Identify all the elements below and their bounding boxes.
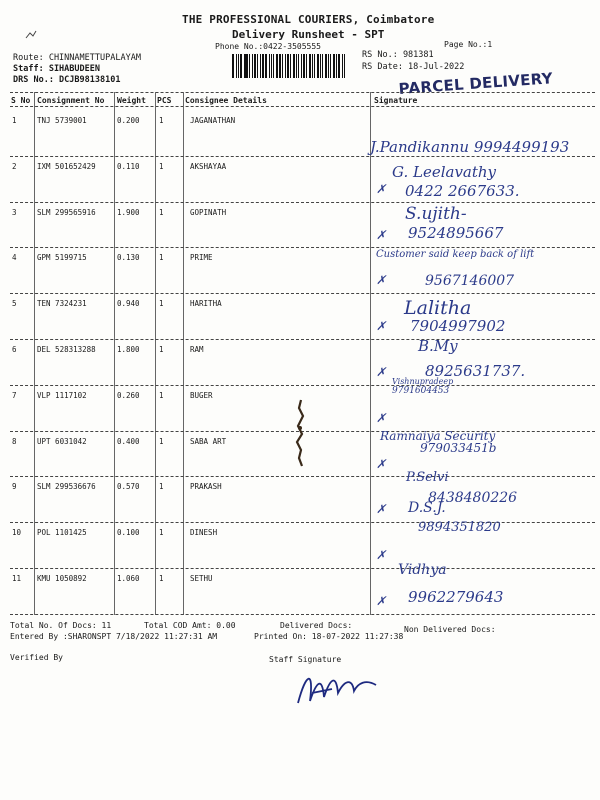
row-signature-phone: 979033451b bbox=[420, 440, 497, 455]
barcode-bar bbox=[285, 54, 286, 78]
barcode-bar bbox=[269, 54, 270, 78]
barcode-bar bbox=[252, 54, 253, 78]
barcode-bar bbox=[342, 54, 343, 78]
barcode-bar bbox=[240, 54, 242, 78]
row-weight: 0.110 bbox=[117, 161, 140, 171]
barcode-bar bbox=[296, 54, 297, 78]
row-consignee: BUGER bbox=[190, 390, 213, 400]
barcode-bar bbox=[293, 54, 295, 78]
row-consignee: PRAKASH bbox=[190, 482, 222, 492]
row-signature-name: B.My bbox=[418, 337, 458, 355]
check-mark-icon: ✗ bbox=[376, 456, 387, 471]
row-consignment-no: SLM 299565916 bbox=[37, 207, 96, 217]
row-consignee: DINESH bbox=[190, 528, 218, 538]
check-mark-icon: ✗ bbox=[376, 273, 387, 288]
barcode-bar bbox=[320, 54, 321, 78]
row-consignee: HARITHA bbox=[190, 299, 222, 309]
row-signature-name: Ramnaiya Security bbox=[380, 428, 496, 443]
check-mark-icon: ✗ bbox=[376, 319, 387, 334]
row-separator bbox=[10, 385, 595, 386]
barcode-bar bbox=[271, 54, 272, 78]
row-sno: 6 bbox=[12, 345, 17, 354]
row-consignee: GOPINATH bbox=[190, 207, 227, 217]
entered-by: Entered By :SHARONSPT 7/18/2022 11:27:31 AM bbox=[10, 632, 218, 641]
barcode-bar bbox=[249, 54, 250, 78]
column-divider bbox=[155, 92, 156, 615]
printed-on: Printed On: 18-07-2022 11:27:38 bbox=[254, 632, 404, 641]
row-consignment-no: SLM 299536676 bbox=[37, 482, 96, 492]
barcode-bar bbox=[317, 54, 319, 78]
row-separator bbox=[10, 522, 595, 523]
barcode-bar bbox=[322, 54, 323, 78]
row-signature-phone: 8438480226 bbox=[428, 490, 518, 507]
corner-mark-icon bbox=[25, 30, 37, 40]
barcode-bar bbox=[312, 54, 313, 78]
row-pcs: 1 bbox=[159, 116, 164, 125]
check-mark-icon: ✗ bbox=[376, 502, 387, 517]
row-weight: 0.130 bbox=[117, 253, 140, 263]
barcode-bar bbox=[330, 54, 331, 78]
paper-damage-mark bbox=[292, 398, 310, 468]
route: Route: CHINNAMETTUPALAYAM bbox=[13, 53, 141, 63]
barcode-bar bbox=[254, 54, 256, 78]
barcode-bar bbox=[333, 54, 336, 78]
row-signature-phone: 7904997902 bbox=[410, 317, 506, 336]
row-pcs: 1 bbox=[159, 482, 164, 492]
check-mark-icon: ✗ bbox=[376, 410, 387, 425]
row-signature-phone: 9791604453 bbox=[392, 385, 450, 396]
row-consignment-no: GPM 5199715 bbox=[37, 253, 87, 263]
row-consignee: AKSHAYAA bbox=[190, 161, 227, 171]
staff-signature-label: Staff Signature bbox=[269, 655, 342, 664]
row-consignment-no: DEL 528313288 bbox=[37, 345, 96, 354]
row-consignment-no: TNJ 5739001 bbox=[37, 116, 87, 125]
column-divider bbox=[114, 92, 115, 615]
check-mark-icon: ✗ bbox=[376, 548, 387, 563]
barcode-bar bbox=[314, 54, 315, 78]
row-separator bbox=[10, 614, 595, 615]
row-separator bbox=[10, 202, 595, 203]
row-weight: 1.800 bbox=[117, 345, 140, 354]
col-header-pcs: PCS bbox=[157, 96, 172, 105]
total-docs: Total No. Of Docs: 11 bbox=[10, 621, 112, 630]
row-sno: 10 bbox=[12, 528, 22, 538]
row-weight: 0.400 bbox=[117, 436, 140, 446]
row-consignment-no: UPT 6031042 bbox=[37, 436, 87, 446]
row-signature-phone: 9524895667 bbox=[408, 223, 504, 242]
row-pcs: 1 bbox=[159, 161, 164, 171]
row-consignee: PRIME bbox=[190, 253, 213, 263]
check-mark-icon: ✗ bbox=[376, 365, 387, 379]
row-consignment-no: VLP 1117102 bbox=[37, 390, 87, 400]
row-weight: 1.060 bbox=[117, 574, 140, 583]
row-sno: 9 bbox=[12, 482, 17, 492]
barcode-bar bbox=[303, 54, 305, 78]
barcode-bar bbox=[325, 54, 327, 78]
barcode-bar bbox=[265, 54, 268, 78]
barcode bbox=[232, 54, 346, 78]
row-weight: 0.570 bbox=[117, 482, 140, 492]
row-separator bbox=[10, 247, 595, 248]
barcode-bar bbox=[309, 54, 312, 78]
row-weight: 0.940 bbox=[117, 299, 140, 309]
non-delivered-docs: Non Delivered Docs: bbox=[404, 625, 496, 634]
row-sno: 1 bbox=[12, 116, 17, 125]
barcode-bar bbox=[260, 54, 261, 78]
row-pcs: 1 bbox=[159, 528, 164, 538]
barcode-bar bbox=[306, 54, 307, 78]
row-pcs: 1 bbox=[159, 390, 164, 400]
barcode-bar bbox=[290, 54, 291, 78]
page-number: Page No.:1 bbox=[444, 40, 493, 49]
check-mark-icon: ✗ bbox=[376, 181, 387, 196]
row-sno: 3 bbox=[12, 207, 17, 217]
row-consignee: JAGANATHAN bbox=[190, 116, 236, 125]
row-sno: 5 bbox=[12, 299, 17, 309]
barcode-bar bbox=[262, 54, 264, 78]
row-pcs: 1 bbox=[159, 207, 164, 217]
row-weight: 1.900 bbox=[117, 207, 140, 217]
row-signature-name: Lalitha bbox=[404, 297, 472, 320]
row-signature-name: Customer said keep back of lift bbox=[376, 249, 535, 261]
row-signature-phone: 0422 2667633. bbox=[405, 181, 520, 200]
row-signature-name: G. Leelavathy bbox=[392, 162, 497, 181]
row-consignment-no: TEN 7324231 bbox=[37, 299, 87, 309]
row-signature-name: D.S.J. bbox=[408, 500, 446, 517]
row-consignee: SABA ART bbox=[190, 436, 227, 446]
barcode-bar bbox=[279, 54, 281, 78]
row-pcs: 1 bbox=[159, 345, 164, 354]
row-signature-name: S.ujith- bbox=[405, 203, 467, 224]
column-divider bbox=[183, 92, 184, 615]
barcode-bar bbox=[257, 54, 258, 78]
row-signature-phone: 9567146007 bbox=[425, 273, 515, 290]
column-divider bbox=[370, 92, 371, 615]
column-divider bbox=[34, 92, 35, 615]
barcode-bar bbox=[236, 54, 237, 78]
row-sno: 11 bbox=[12, 574, 22, 583]
phone-number: Phone No.:0422-3505555 bbox=[215, 42, 321, 51]
row-sno: 7 bbox=[12, 390, 17, 400]
row-separator bbox=[10, 293, 595, 294]
barcode-bar bbox=[344, 54, 345, 78]
row-weight: 0.100 bbox=[117, 528, 140, 538]
col-header-weight: Weight bbox=[117, 96, 146, 105]
row-weight: 0.200 bbox=[117, 116, 140, 125]
staff: Staff: SIHABUDEEN bbox=[13, 64, 100, 74]
row-consignment-no: POL 1101425 bbox=[37, 528, 87, 538]
row-consignee: SETHU bbox=[190, 574, 213, 583]
barcode-bar bbox=[282, 54, 283, 78]
check-mark-icon: ✗ bbox=[376, 227, 387, 242]
row-signature-name: Vidhya bbox=[398, 562, 447, 578]
row-consignment-no: IXM 501652429 bbox=[37, 161, 96, 171]
barcode-bar bbox=[245, 54, 248, 78]
drs-number: DRS No.: DCJB98138101 bbox=[13, 75, 121, 85]
row-pcs: 1 bbox=[159, 299, 164, 309]
row-separator bbox=[10, 156, 595, 157]
row-signature-phone: 9894351820 bbox=[418, 520, 501, 536]
row-signature-name: P.Selvi bbox=[406, 470, 449, 486]
row-signature-phone: 8925631737. bbox=[425, 362, 526, 380]
rs-date: RS Date: 18-Jul-2022 bbox=[362, 62, 465, 72]
verified-by: Verified By bbox=[10, 653, 63, 662]
check-mark-icon: ✗ bbox=[376, 594, 387, 608]
row-pcs: 1 bbox=[159, 436, 164, 446]
barcode-bar bbox=[232, 54, 234, 78]
row-pcs: 1 bbox=[159, 574, 164, 583]
delivered-docs: Delivered Docs: bbox=[280, 621, 353, 630]
row-weight: 0.260 bbox=[117, 390, 140, 400]
barcode-bar bbox=[287, 54, 290, 78]
row-separator bbox=[10, 568, 595, 569]
barcode-bar bbox=[244, 54, 245, 78]
staff-signature-scribble bbox=[292, 663, 382, 713]
barcode-bar bbox=[328, 54, 329, 78]
row-separator bbox=[10, 339, 595, 340]
row-consignee: RAM bbox=[190, 345, 204, 354]
parcel-delivery-stamp: PARCEL DELIVERY bbox=[398, 69, 554, 98]
row-signature-phone: 9962279643 bbox=[408, 588, 504, 606]
col-header-sno: S No bbox=[11, 96, 31, 105]
rs-number: RS No.: 981381 bbox=[362, 50, 434, 60]
barcode-bar bbox=[338, 54, 340, 78]
company-name: THE PROFESSIONAL COURIERS, Coimbatore bbox=[182, 13, 435, 26]
barcode-bar bbox=[336, 54, 337, 78]
row-sno: 4 bbox=[12, 253, 17, 263]
col-header-consignment: Consignment No bbox=[37, 96, 105, 105]
page-title: Delivery Runsheet - SPT bbox=[232, 28, 385, 41]
barcode-bar bbox=[301, 54, 302, 78]
barcode-bar bbox=[298, 54, 299, 78]
table-header-rule bbox=[10, 106, 595, 107]
col-header-consignee: Consignee Details bbox=[185, 96, 267, 105]
row-pcs: 1 bbox=[159, 253, 164, 263]
row-consignment-no: KMU 1050892 bbox=[37, 574, 87, 583]
table-top-rule bbox=[10, 92, 595, 93]
col-header-signature: Signature bbox=[374, 96, 418, 105]
row-separator bbox=[10, 476, 595, 477]
row-sno: 8 bbox=[12, 436, 17, 446]
row-sno: 2 bbox=[12, 161, 17, 171]
barcode-bar bbox=[273, 54, 274, 78]
barcode-bar bbox=[238, 54, 239, 78]
row-signature-name: J.Pandikannu 9994499193 bbox=[370, 138, 570, 156]
row-signature-name: Vishnupradeep bbox=[392, 376, 454, 386]
total-cod: Total COD Amt: 0.00 bbox=[144, 621, 236, 630]
barcode-bar bbox=[276, 54, 278, 78]
